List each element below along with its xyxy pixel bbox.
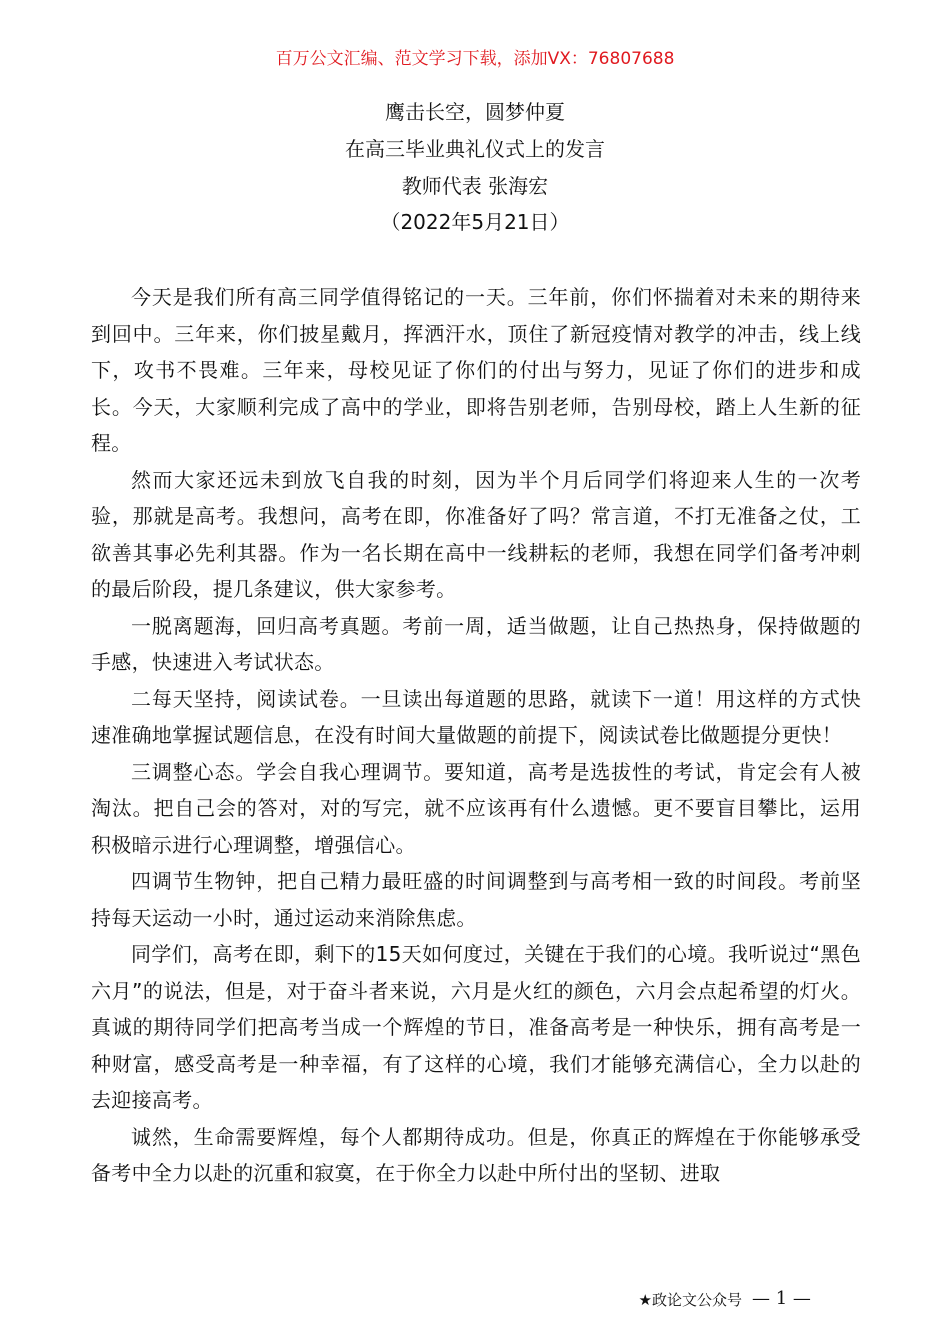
paragraph: 一脱离题海，回归高考真题。考前一周，适当做题，让自己热热身，保持做题的手感，快速进入考试状态。 [91, 613, 861, 674]
page-footer [0, 1286, 950, 1314]
paragraph: 然而大家还远未到放飞自我的时刻，因为半个月后同学们将迎来人生的一次考验，那就是高考。我想问，高考在即，你准备好了吗？常言道，不打无准备之仗，工欲善其事必先利其器。作为一名长期在高中一线耕耘的老师，我想在同学们备考冲刺的最后阶段，提几条建议，供大家参考。 [91, 467, 861, 601]
promo-banner: 百万公文汇编、范文学习下载，添加VX：76807688 [275, 49, 675, 69]
paragraph: 同学们，高考在即，剩下的15天如何度过，关键在于我们的心境。我听说过“黑色六月”的说法，但是，对于奋斗者来说，六月是火红的颜色，六月会点起希望的灯火。真诚的期待同学们把高考当成一个辉煌的节日，准备高考是一种快乐，拥有高考是一种财富，感受高考是一种幸福，有了这样的心境，我们才能够充满信心，全力以赴的去迎接高考。 [91, 942, 861, 1112]
footer-source: ★政论文公众号 [638, 1291, 742, 1309]
paragraph: 今天是我们所有高三同学值得铭记的一天。三年前，你们怀揣着对未来的期待来到回中。三年来，你们披星戴月，挥洒汗水，顶住了新冠疫情对教学的冲击，线上线下，攻书不畏难。三年来，母校见证了你们的付出与努力，见证了你们的进步和成长。今天，大家顺利完成了高中的学业，即将告别老师，告别母校，踏上人生新的征程。 [91, 285, 861, 455]
paragraph: 四调节生物钟，把自己精力最旺盛的时间调整到与高考相一致的时间段。考前坚持每天运动一小时，通过运动来消除焦虑。 [91, 869, 861, 930]
speech-body [91, 279, 861, 1192]
document-subtitle: 在高三毕业典礼仪式上的发言 [345, 137, 605, 161]
speech-date: （2022年5月21日） [380, 210, 570, 234]
page-number: — 1 — [752, 1288, 811, 1309]
speaker-line: 教师代表 张海宏 [401, 174, 549, 198]
paragraph: 诚然，生命需要辉煌，每个人都期待成功。但是，你真正的辉煌在于你能够承受备考中全力以赴的沉重和寂寞，在于你全力以赴中所付出的坚韧、进取 [91, 1124, 861, 1185]
paragraph: 二每天坚持，阅读试卷。一旦读出每道题的思路，就读下一道！用这样的方式快速准确地掌握试题信息，在没有时间大量做题的前提下，阅读试卷比做题提分更快！ [91, 686, 861, 747]
document-title: 鹰击长空，圆梦仲夏 [385, 100, 565, 124]
paragraph: 三调整心态。学会自我心理调节。要知道，高考是选拔性的考试，肯定会有人被淘汰。把自己会的答对，对的写完，就不应该再有什么遗憾。更不要盲目攀比，运用积极暗示进行心理调整，增强信心。 [91, 759, 861, 857]
